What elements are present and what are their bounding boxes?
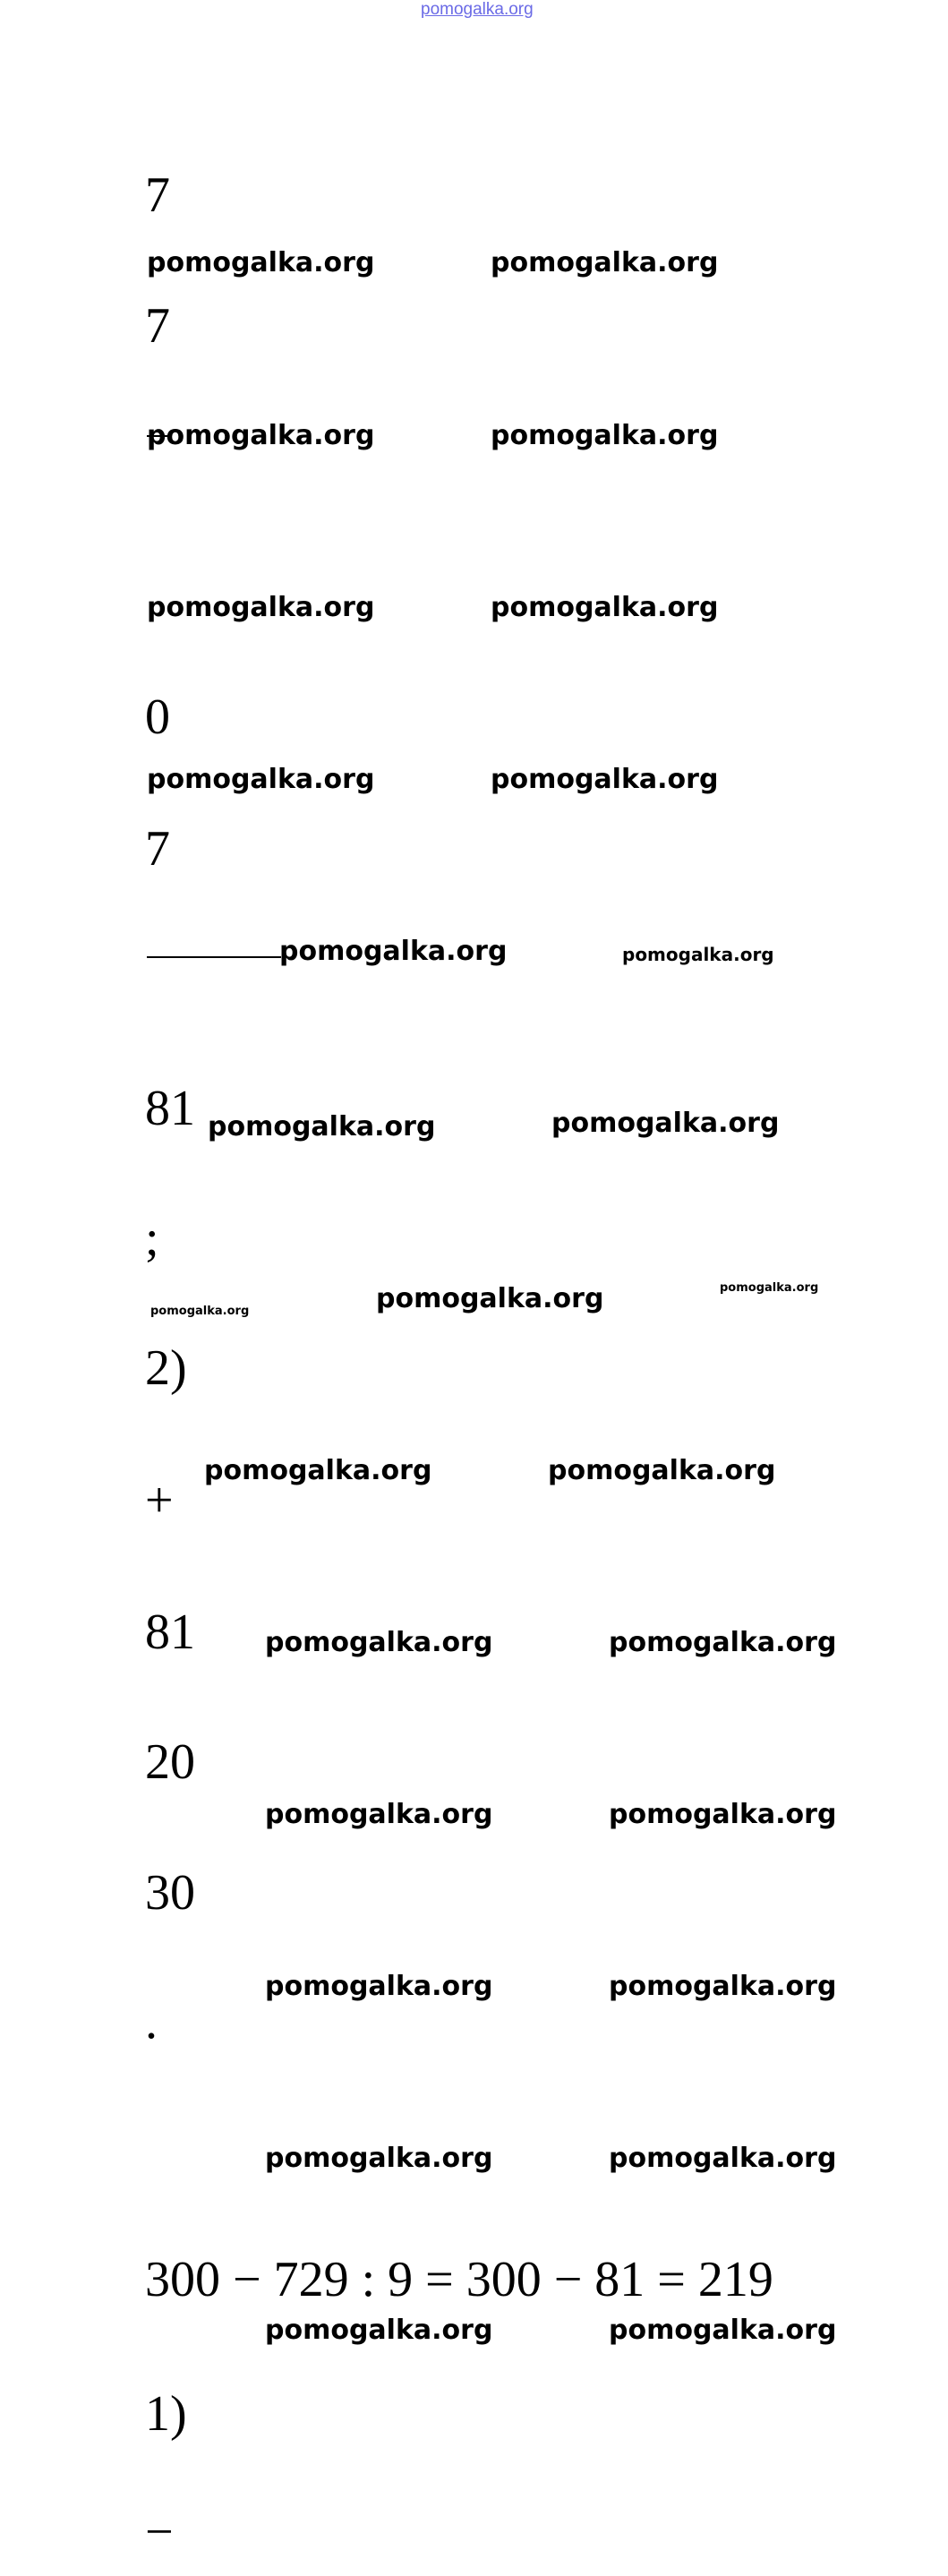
math-plus-sign: + [145,1473,174,1528]
watermark-text: pomogalka.org [265,1627,493,1658]
watermark-text: pomogalka.org [147,420,375,451]
watermark-text: pomogalka.org [491,420,719,451]
watermark-text: pomogalka.org [609,2143,837,2174]
watermark-text: pomogalka.org [147,592,375,623]
watermark-text: pomogalka.org [609,1971,837,2002]
watermark-text: pomogalka.org [548,1455,776,1486]
watermark-text: pomogalka.org [491,247,719,278]
math-addend-20: 20 [145,1734,195,1790]
header-site-link[interactable]: pomogalka.org [421,0,534,19]
watermark-text: pomogalka.org [265,1799,493,1830]
watermark-text: pomogalka.org [279,936,508,967]
math-value-5: 81 [145,1081,195,1136]
math-step-1-label: 1) [145,2386,187,2442]
math-value-2: 7 [145,298,170,354]
fraction-bar-long [147,956,281,958]
math-equation: 300 − 729 : 9 = 300 − 81 = 219 [145,2252,773,2307]
watermark-text: pomogalka.org [609,1627,837,1658]
watermark-text: pomogalka.org [622,944,774,965]
math-value-1: 7 [145,167,170,223]
watermark-text: pomogalka.org [609,2315,837,2346]
watermark-text: pomogalka.org [150,1305,250,1318]
watermark-text: pomogalka.org [265,1971,493,2002]
math-step-2-label: 2) [145,1340,187,1396]
watermark-text: pomogalka.org [204,1455,432,1486]
watermark-text: pomogalka.org [551,1108,780,1139]
watermark-text: pomogalka.org [491,592,719,623]
watermark-text: pomogalka.org [609,1799,837,1830]
watermark-text: pomogalka.org [720,1281,819,1295]
math-value-4: 7 [145,821,170,877]
watermark-text: pomogalka.org [265,2315,493,2346]
math-minus-sign: − [145,2504,174,2560]
math-value-3: 0 [145,689,170,745]
watermark-text: pomogalka.org [265,2143,493,2174]
watermark-text: pomogalka.org [147,247,375,278]
watermark-text: pomogalka.org [147,764,375,795]
math-result-30: 30 [145,1865,195,1921]
math-semicolon: ; [145,1211,159,1266]
math-addend-81: 81 [145,1605,195,1660]
watermark-text: pomogalka.org [376,1283,604,1314]
watermark-text: pomogalka.org [491,764,719,795]
math-period: . [145,1994,158,2050]
watermark-text: pomogalka.org [208,1111,436,1143]
